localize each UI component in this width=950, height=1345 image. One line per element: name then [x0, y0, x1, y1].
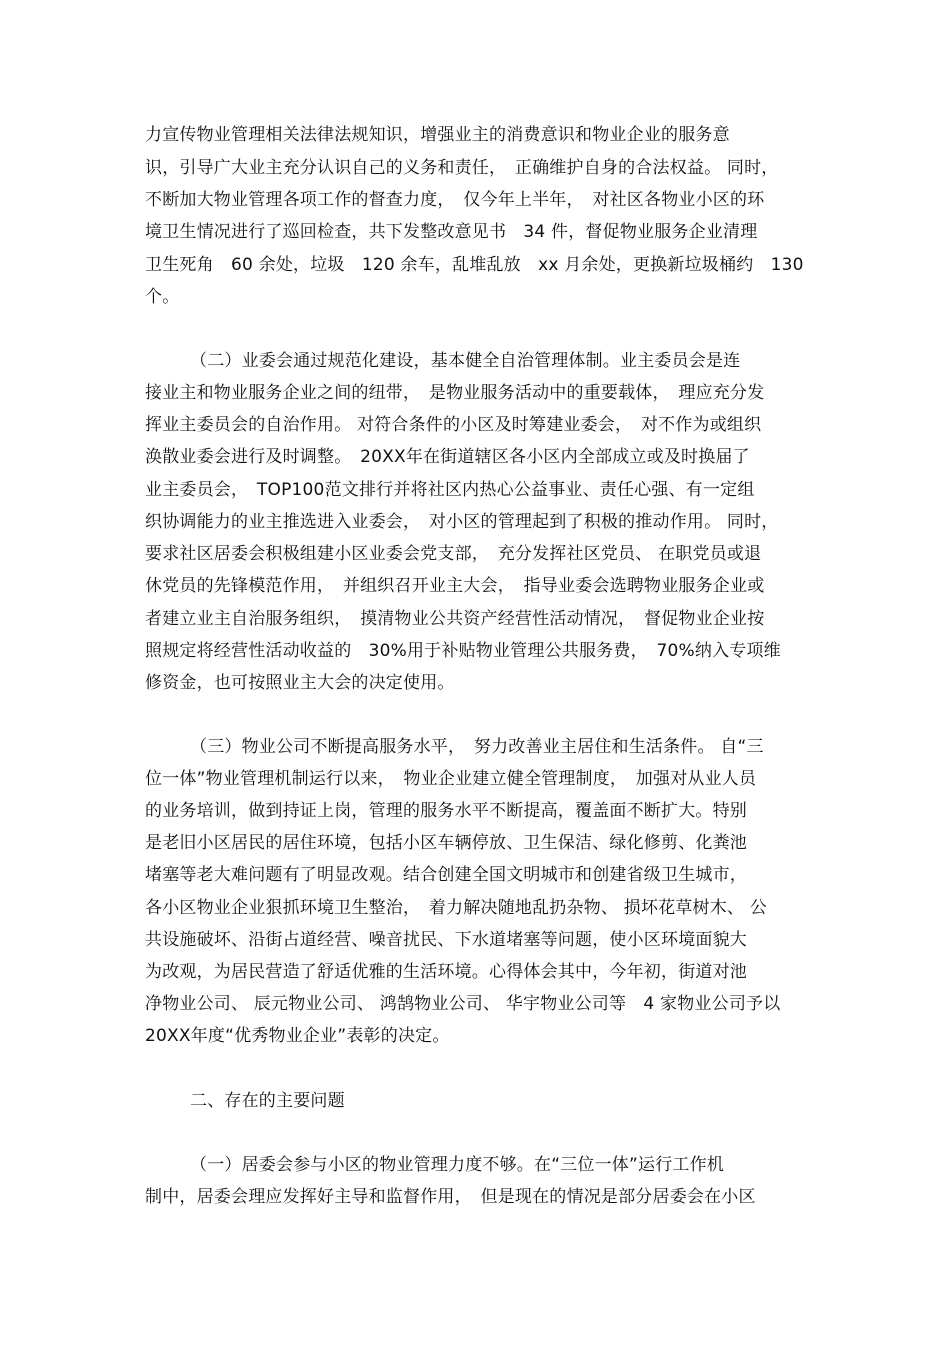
text-line: 共设施破坏、沿街占道经营、噪音扰民、下水道堵塞等问题，使小区环境面貌大: [145, 930, 747, 950]
text-line: 接业主和物业服务企业之间的纽带， 是物业服务活动中的重要载体， 理应充分发: [145, 383, 765, 403]
text-line: 挥业主委员会的自治作用。 对符合条件的小区及时筹建业委会， 对不作为或组织: [145, 415, 762, 435]
text-line: 卫生死角 60 余处，垃圾 120 余车，乱堆乱放 xx 月余处，更换新垃圾桶约 130: [145, 255, 804, 275]
paragraph-heading: （一）居委会参与小区的物业管理力度不够。在“三位一体”运行工作机: [190, 1155, 725, 1175]
paragraph-heading: （二）业委会通过规范化建设，基本健全自治管理体制。业主委员会是连: [190, 351, 741, 371]
text-line: 个。: [145, 287, 180, 307]
text-line: 境卫生情况进行了巡回检查，共下发整改意见书 34 件，督促物业服务企业清理: [145, 222, 758, 242]
text-line: 识，引导广大业主充分认识自己的义务和责任， 正确维护自身的合法权益。 同时，: [145, 158, 779, 178]
text-line: 者建立业主自治服务组织， 摸清物业公共资产经营性活动情况， 督促物业企业按: [145, 609, 765, 629]
text-line: 力宣传物业管理相关法律法规知识，增强业主的消费意识和物业企业的服务意: [145, 125, 730, 145]
text-line: 照规定将经营性活动收益的 30%用于补贴物业管理公共服务费， 70%纳入专项维: [145, 641, 781, 661]
text-line: 制中，居委会理应发挥好主导和监督作用， 但是现在的情况是部分居委会在小区: [145, 1187, 756, 1207]
text-line: 休党员的先锋模范作用， 并组织召开业主大会， 指导业委会选聘物业服务企业或: [145, 576, 765, 596]
text-line: 位一体”物业管理机制运行以来， 物业企业建立健全管理制度， 加强对从业人员: [145, 769, 757, 789]
text-line: 织协调能力的业主推选进入业委会， 对小区的管理起到了积极的推动作用。 同时，: [145, 512, 779, 532]
paragraph-heading: （三）物业公司不断提高服务水平， 努力改善业主居住和生活条件。 自“三: [190, 737, 764, 757]
section-heading: 二、存在的主要问题: [190, 1091, 345, 1111]
text-line: 要求社区居委会积极组建小区业委会党支部， 充分发挥社区党员、 在职党员或退: [145, 544, 762, 564]
text-line: 为改观，为居民营造了舒适优雅的生活环境。心得体会其中，今年初，街道对池: [145, 962, 747, 982]
text-line: 修资金，也可按照业主大会的决定使用。: [145, 673, 455, 693]
text-line: 业主委员会， TOP100范文排行并将社区内热心公益事业、责任心强、有一定组: [145, 480, 755, 500]
text-line: 20XX年度“优秀物业企业”表彰的决定。: [145, 1026, 450, 1046]
text-line: 不断加大物业管理各项工作的督查力度， 仅今年上半年， 对社区各物业小区的环: [145, 190, 765, 210]
text-line: 堵塞等老大难问题有了明显改观。结合创建全国文明城市和创建省级卫生城市，: [145, 865, 747, 885]
text-line: 净物业公司、 辰元物业公司、 鸿鹄物业公司、 华宇物业公司等 4 家物业公司予以: [145, 994, 781, 1014]
text-line: 是老旧小区居民的居住环境，包括小区车辆停放、卫生保洁、绿化修剪、化粪池: [145, 833, 747, 853]
text-line: 各小区物业企业狠抓环境卫生整治， 着力解决随地乱扔杂物、 损坏花草树木、 公: [145, 898, 767, 918]
text-line: 涣散业委会进行及时调整。 20XX年在街道辖区各小区内全部成立或及时换届了: [145, 447, 750, 467]
text-line: 的业务培训，做到持证上岗，管理的服务水平不断提高，覆盖面不断扩大。特别: [145, 801, 747, 821]
